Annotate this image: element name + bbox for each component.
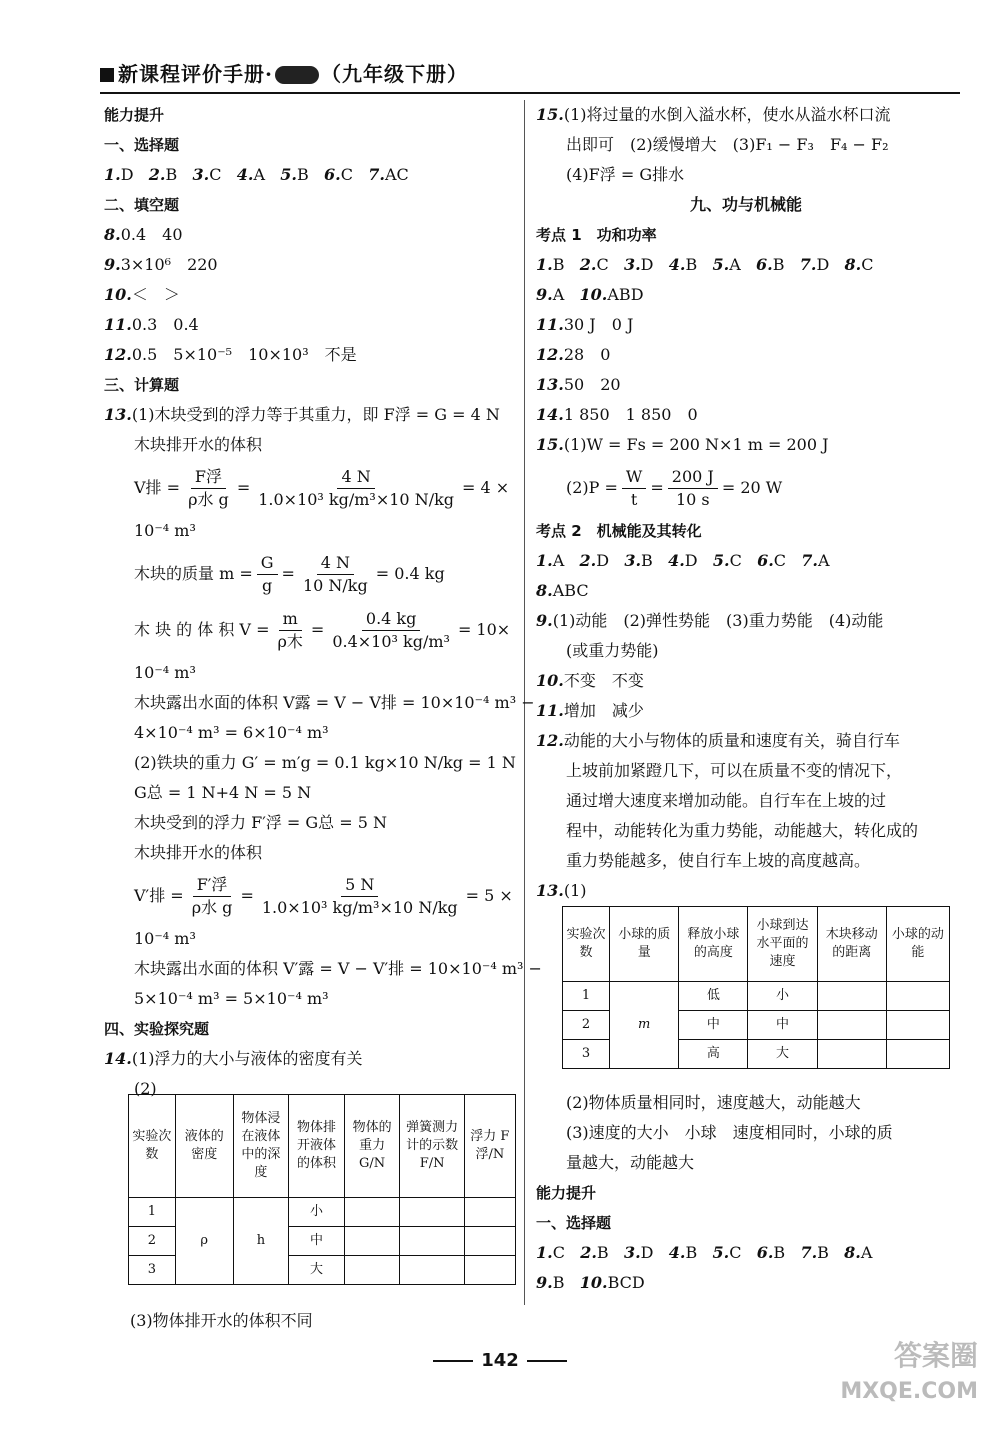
sub-heading: 一、选择题 <box>536 1214 612 1232</box>
answer-row: 11.30 J 0 J <box>536 315 634 334</box>
page-number: 142 <box>481 1350 519 1371</box>
answer-row: 12.0.5 5×10⁻⁵ 10×10³ 不是 <box>104 345 357 364</box>
right-column-lower <box>536 1088 956 1298</box>
fraction: $\frac{200 J}{10 s}$ <box>668 466 718 511</box>
fraction: $\frac{5 N}{\text{1.0×10³ kg/m³×10 N/kg}}$ <box>261 874 458 917</box>
ornament-icon <box>433 1360 473 1362</box>
formula: (2)P = $\frac{W}{t}$ = $\frac{200 J}{10 s}$ = 20 W <box>566 466 783 509</box>
formula: V′排 = $\frac{\text{F′浮}}{\text{ρ水 g}}$ = $\frac{5 N}{\text{1.0×10³ kg/m³×10 N/kg}}$ = 5 × <box>134 874 513 917</box>
answer-line: (2)铁块的重力 G′ = m′g = 0.1 kg×10 N/kg = 1 N <box>134 753 516 772</box>
answer-row: 1.C 2.B 3.D 4.B 5.C 6.B 7.B 8.A <box>536 1243 873 1262</box>
formula: V排 = $\frac{\text{F浮}}{\text{ρ水 g}}$ = $\frac{4 N}{\text{1.0×10³ kg/m³×10 N/kg}}$ = 4 × <box>134 466 510 509</box>
answer-line: 重力势能越多，使自行车上坡的高度越高。 <box>566 851 871 870</box>
answer-line: (4)F浮 = G排水 <box>566 165 685 184</box>
header-rule <box>100 92 960 94</box>
answer-row: 15.(1)W = Fs = 200 N×1 m = 200 J <box>536 435 829 454</box>
fraction: $\frac{\text{F浮}}{\text{ρ水 g}}$ <box>188 466 229 509</box>
answer-line: G总 = 1 N+4 N = 5 N <box>134 783 312 802</box>
page-header <box>100 58 468 87</box>
subject-badge-icon <box>275 66 319 84</box>
answer-row: 9.B 10.BCD <box>536 1273 645 1292</box>
table-header: 物体的重力 G/N <box>344 1095 400 1198</box>
fraction: $\frac{\text{F′浮}}{\text{ρ水 g}}$ <box>191 874 233 917</box>
answer-row: 13.50 20 <box>536 375 621 394</box>
answer-line: 木块排开水的体积 <box>134 843 263 862</box>
left-column <box>104 100 542 1104</box>
table-row: 3 大 <box>129 1256 516 1285</box>
answer-line: 量越大，动能越大 <box>566 1153 695 1172</box>
table-cell: m <box>610 982 679 1069</box>
watermark: 答案圈 MXQE.COM <box>840 1339 978 1404</box>
answer-line: (3)物体排开水的体积不同 <box>130 1311 313 1330</box>
table-row: 3 高 大 <box>563 1040 950 1069</box>
answer-line: 木块露出水面的体积 V′露 = V − V′排 = 10×10⁻⁴ m³ − <box>134 959 542 978</box>
answer-line: (2) <box>134 1079 157 1098</box>
table-header: 物体浸在液体中的深度 <box>233 1095 289 1198</box>
book-title: 新课程评价手册· <box>118 62 273 86</box>
sub-heading: 二、填空题 <box>104 196 180 214</box>
table-row: 2 中 <box>129 1227 516 1256</box>
answer-line: 10⁻⁴ m³ <box>134 521 196 540</box>
answer-row: 12.28 0 <box>536 345 611 364</box>
answer-row: 1.D 2.B 3.C 4.A 5.B 6.C 7.AC <box>104 165 409 184</box>
answer-row: 10.＜ ＞ <box>104 285 180 304</box>
answer-line: 通过增大速度来增加动能。自行车在上坡的过 <box>566 791 887 810</box>
answer-line: 4×10⁻⁴ m³ = 6×10⁻⁴ m³ <box>134 723 329 742</box>
table-row: 1 m 低 小 <box>563 982 950 1011</box>
table-cell: h <box>233 1198 289 1285</box>
answer-row: 13.(1)木块受到的浮力等于其重力，即 F浮 = G = 4 N <box>104 405 500 424</box>
table-header-row <box>563 907 950 982</box>
fraction: $\frac{4 N}{10 N/kg}$ <box>302 552 368 595</box>
answer-row: 1.B 2.C 3.D 4.B 5.A 6.B 7.D 8.C <box>536 255 874 274</box>
answer-line: 10⁻⁴ m³ <box>134 663 196 682</box>
answer-line: (2)物体质量相同时，速度越大，动能越大 <box>566 1093 861 1112</box>
sub-heading: 一、选择题 <box>104 136 180 154</box>
answer-line: 上坡前加紧蹬几下，可以在质量不变的情况下， <box>566 761 903 780</box>
table-header: 木块移动的距离 <box>817 907 886 982</box>
table-cell: ρ <box>175 1198 233 1285</box>
answer-line: 木块受到的浮力 F′浮 = G总 = 5 N <box>134 813 388 832</box>
answer-row: 1.A 2.D 3.B 4.D 5.C 6.C 7.A <box>536 551 830 570</box>
fraction: $\frac{m}{\text{ρ木}}$ <box>277 608 303 651</box>
table-header: 小球到达水平面的速度 <box>748 907 817 982</box>
ornament-icon <box>527 1360 567 1362</box>
table-header: 弹簧测力计的示数 F/N <box>400 1095 464 1198</box>
fraction: $\frac{G}{g}$ <box>257 552 278 597</box>
grade-label: （九年级下册） <box>320 62 468 86</box>
answer-row: 10.不变 不变 <box>536 671 644 690</box>
sub-heading: 四、实验探究题 <box>104 1020 210 1038</box>
answer-line: 木块排开水的体积 <box>134 435 263 454</box>
table-header: 物体排开液体的体积 <box>289 1095 345 1198</box>
logo-icon <box>100 68 114 82</box>
answer-row: 9.A 10.ABD <box>536 285 644 304</box>
answer-row: 14.1 850 1 850 0 <box>536 405 698 424</box>
answer-line: 出即可 (2)缓慢增大 (3)F₁ − F₃ F₄ − F₂ <box>566 135 889 154</box>
formula: 木 块 的 体 积 V = $\frac{m}{\text{ρ木}}$ = $\frac{0.4 kg}{\text{0.4×10³ kg/m³}}$ = 10× <box>134 608 511 651</box>
table-header: 小球的质量 <box>610 907 679 982</box>
answer-row: 11.0.3 0.4 <box>104 315 199 334</box>
table-header: 小球的动能 <box>886 907 949 982</box>
section-heading: 考点 2 机械能及其转化 <box>536 522 702 540</box>
answer-row: 9.(1)动能 (2)弹性势能 (3)重力势能 (4)动能 <box>536 611 884 630</box>
section-heading: 考点 1 功和功率 <box>536 226 657 244</box>
fraction: $\frac{4 N}{\text{1.0×10³ kg/m³×10 N/kg}}$ <box>258 466 455 509</box>
answer-line: 5×10⁻⁴ m³ = 5×10⁻⁴ m³ <box>134 989 329 1008</box>
answer-line: 10⁻⁴ m³ <box>134 929 196 948</box>
answer-line: (或重力势能) <box>566 641 659 660</box>
answer-row: 9.3×10⁶ 220 <box>104 255 218 274</box>
section-heading: 能力提升 <box>104 106 165 124</box>
table-header: 释放小球的高度 <box>679 907 748 982</box>
table-header: 实验次数 <box>563 907 610 982</box>
fraction: $\frac{W}{t}$ <box>622 466 646 511</box>
answer-row: 8.0.4 40 <box>104 225 183 244</box>
answer-row: 11.增加 减少 <box>536 701 644 720</box>
answer-line: 木块露出水面的体积 V露 = V − V排 = 10×10⁻⁴ m³ − <box>134 693 535 712</box>
answer-row: 12.动能的大小与物体的质量和速度有关，骑自行车 <box>536 731 900 750</box>
answer-row: 8.ABC <box>536 581 589 600</box>
section-heading: 能力提升 <box>536 1184 597 1202</box>
answer-line: (3)速度的大小 小球 速度相同时，小球的质 <box>566 1123 893 1142</box>
formula: 木块的质量 m = $\frac{G}{g}$ = $\frac{4 N}{10 N/kg}$ = 0.4 kg <box>134 552 445 595</box>
table-header-row <box>129 1095 516 1198</box>
answer-row: 13.(1) <box>536 881 587 900</box>
table-row: 1 ρ h 小 <box>129 1198 516 1227</box>
table-row: 2 中 中 <box>563 1011 950 1040</box>
right-column <box>536 100 956 906</box>
table-header: 液体的密度 <box>175 1095 233 1198</box>
answer-row: 14.(1)浮力的大小与液体的密度有关 <box>104 1049 363 1068</box>
answer-line: 程中，动能转化为重力势能，动能越大，转化成的 <box>566 821 919 840</box>
chapter-title: 九、功与机械能 <box>689 195 802 214</box>
fraction: $\frac{0.4 kg}{\text{0.4×10³ kg/m³}}$ <box>332 608 450 651</box>
table-header: 实验次数 <box>129 1095 176 1198</box>
buoyancy-table <box>128 1094 516 1285</box>
answer-row: 15.(1)将过量的水倒入溢水杯，使水从溢水杯口流 <box>536 105 891 124</box>
kinetic-energy-table <box>562 906 950 1069</box>
sub-heading: 三、计算题 <box>104 376 180 394</box>
table-header: 浮力 F浮/N <box>464 1095 515 1198</box>
